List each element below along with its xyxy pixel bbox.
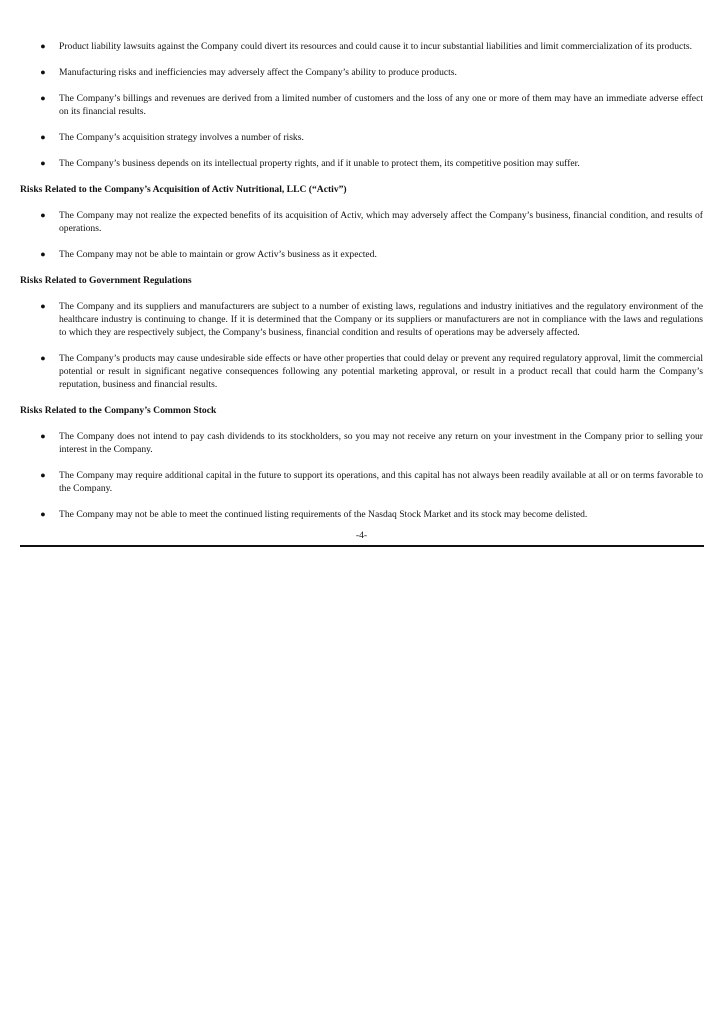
bullet-icon: ●	[40, 158, 46, 168]
risk-list-common-stock	[20, 430, 703, 521]
section-heading-activ-acquisition: Risks Related to the Company’s Acquisition of Activ Nutritional, LLC (“Activ”)	[20, 184, 347, 195]
list-item-text: The Company and its suppliers and manufacturers are subject to a number of existing laws, regulations and industry initiatives and the regulatory environment of the healthcare industry is continuing to change. If it is determined that the Company or its suppliers or manufacturers are not in compliance with the laws and regulations to which they are respectively subject, the Company’s business, financial condition and results of operations may be adversely affected.	[59, 301, 703, 338]
list-item	[20, 352, 703, 391]
bullet-icon: ●	[40, 67, 46, 77]
risk-list-activ	[20, 209, 703, 261]
list-item-text: Product liability lawsuits against the Company could divert its resources and could cause it to incur substantial liabilities and limit commercialization of its products.	[59, 41, 693, 52]
list-item-text: The Company may not be able to meet the continued listing requirements of the Nasdaq Stock Market and its stock may become delisted.	[59, 509, 588, 520]
section-heading-common-stock: Risks Related to the Company’s Common Stock	[20, 405, 217, 416]
list-item	[20, 508, 703, 521]
page-number: -4-	[355, 530, 368, 541]
list-item	[20, 209, 703, 235]
list-item-text: The Company’s business depends on its intellectual property rights, and if it unable to protect them, its competitive position may suffer.	[59, 158, 580, 169]
bullet-icon: ●	[40, 301, 46, 311]
list-item-text: The Company may not be able to maintain or grow Activ’s business as it expected.	[59, 249, 377, 260]
risk-list-general	[20, 40, 703, 170]
list-item	[20, 430, 703, 456]
list-item-text: The Company does not intend to pay cash dividends to its stockholders, so you may not receive any return on your investment in the Company prior to selling your interest in the Company.	[59, 431, 703, 455]
list-item-text: The Company’s acquisition strategy involves a number of risks.	[59, 132, 304, 143]
list-item	[20, 157, 703, 170]
page-divider	[20, 545, 704, 547]
list-item	[20, 40, 703, 53]
bullet-icon: ●	[40, 132, 46, 142]
bullet-icon: ●	[40, 41, 46, 51]
list-item	[20, 131, 703, 144]
list-item-text: The Company may require additional capital in the future to support its operations, and this capital has not always been readily available at all or on terms favorable to the Company.	[59, 470, 703, 494]
bullet-icon: ●	[40, 509, 46, 519]
list-item	[20, 66, 703, 79]
list-item-text: The Company may not realize the expected benefits of its acquisition of Activ, which may adversely affect the Company’s business, financial condition, and results of operations.	[59, 210, 703, 234]
bullet-icon: ●	[40, 353, 46, 363]
bullet-icon: ●	[40, 470, 46, 480]
bullet-icon: ●	[40, 431, 46, 441]
risk-list-regulations	[20, 300, 703, 391]
bullet-icon: ●	[40, 249, 46, 259]
list-item	[20, 248, 703, 261]
list-item-text: The Company’s products may cause undesirable side effects or have other properties that could delay or prevent any required regulatory approval, limit the commercial potential or result in significant negative consequences following any potential marketing approval, or result in a product recall that could harm the Company’s reputation, business and financial results.	[59, 353, 703, 390]
list-item-text: Manufacturing risks and inefficiencies may adversely affect the Company’s ability to produce products.	[59, 67, 457, 78]
list-item	[20, 92, 703, 118]
bullet-icon: ●	[40, 210, 46, 220]
list-item-text: The Company’s billings and revenues are derived from a limited number of customers and the loss of any one or more of them may have an immediate adverse effect on its financial results.	[59, 93, 703, 117]
document-page	[20, 40, 703, 547]
section-heading-government-regulations: Risks Related to Government Regulations	[20, 275, 192, 286]
list-item	[20, 300, 703, 339]
bullet-icon: ●	[40, 93, 46, 103]
list-item	[20, 469, 703, 495]
